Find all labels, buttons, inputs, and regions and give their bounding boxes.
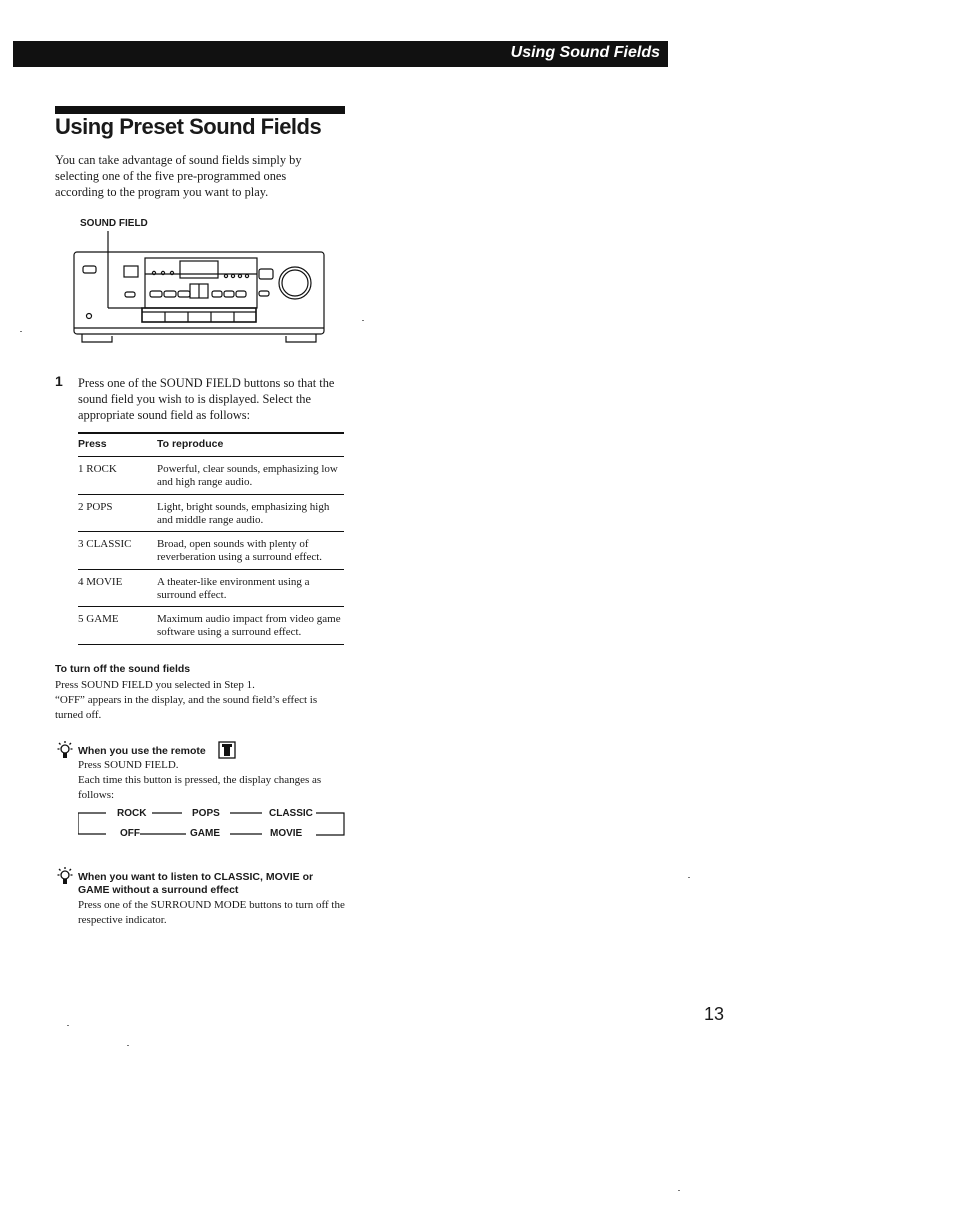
remote-tip-heading: When you use the remote: [78, 745, 206, 757]
heading-rule: [55, 106, 345, 114]
remote-control-icon: [218, 741, 236, 759]
step-number: 1: [55, 373, 63, 389]
turn-off-line-1: Press SOUND FIELD you selected in Step 1.: [55, 679, 255, 691]
cycle-movie: MOVIE: [270, 828, 303, 839]
tip-lightbulb-icon: [57, 740, 73, 760]
column-header-reproduce: To reproduce: [157, 438, 224, 450]
table-row: [78, 495, 344, 533]
figure-label: SOUND FIELD: [80, 218, 148, 229]
table-row: [78, 532, 344, 570]
surround-tip-text: Press one of the SURROUND MODE buttons to turn off the respective indicator.: [78, 899, 345, 926]
scan-speck: [678, 1190, 680, 1191]
cycle-pops: POPS: [192, 808, 220, 819]
cycle-game: GAME: [190, 828, 220, 839]
column-header-press: Press: [78, 438, 107, 450]
row-press: 2 POPS: [78, 500, 113, 513]
table-header: [78, 432, 344, 457]
surround-tip-heading-line-2: GAME without a surround effect: [78, 884, 239, 896]
scan-speck: [362, 320, 364, 321]
row-description: Powerful, clear sounds, emphasizing low and high range audio.: [157, 463, 338, 488]
section-header-bar: [13, 41, 668, 67]
row-press: 4 MOVIE: [78, 575, 123, 588]
tip-lightbulb-icon: [57, 866, 73, 886]
turn-off-line-2: “OFF” appears in the display, and the sound field’s effect is turned off.: [55, 694, 318, 721]
row-description: Broad, open sounds with plenty of reverberation using a surround effect.: [157, 538, 323, 563]
cycle-classic: CLASSIC: [269, 808, 313, 819]
table-row: [78, 607, 344, 645]
row-description: Maximum audio impact from video game software using a surround effect.: [157, 613, 341, 638]
receiver-illustration: [70, 228, 330, 348]
scan-speck: [127, 1045, 129, 1046]
step-text: Press one of the SOUND FIELD buttons so that the sound field you wish to is displayed. Select the appropriate sound field as follows:: [78, 376, 335, 422]
row-press: 5 GAME: [78, 613, 119, 625]
cycle-off: OFF: [120, 828, 140, 839]
scan-speck: [20, 331, 22, 332]
row-press: 3 CLASSIC: [78, 538, 132, 550]
page-number: 13: [704, 1004, 725, 1024]
section-title: Using Sound Fields: [510, 44, 660, 61]
cycle-rock: ROCK: [117, 808, 147, 819]
row-description: Light, bright sounds, emphasizing high and middle range audio.: [157, 500, 330, 526]
remote-tip-line-1: Press SOUND FIELD.: [78, 759, 179, 771]
row-press: 1 ROCK: [78, 463, 117, 475]
scan-speck: [67, 1025, 69, 1026]
surround-tip-heading-line-1: When you want to listen to CLASSIC, MOVIE or: [78, 871, 314, 883]
table-row: [78, 457, 344, 495]
page-heading: Using Preset Sound Fields: [55, 114, 322, 139]
remote-tip-line-2: Each time this button is pressed, the display changes as follows:: [78, 774, 322, 801]
row-description: A theater-like environment using a surround effect.: [157, 575, 310, 601]
display-cycle-diagram: [78, 808, 348, 848]
sound-field-table: [78, 432, 344, 645]
turn-off-heading: To turn off the sound fields: [55, 663, 191, 675]
intro-paragraph: You can take advantage of sound fields simply by selecting one of the five pre-programmed ones according to the program you want to play.: [55, 153, 302, 199]
scan-speck: [688, 877, 690, 878]
table-row: [78, 570, 344, 608]
